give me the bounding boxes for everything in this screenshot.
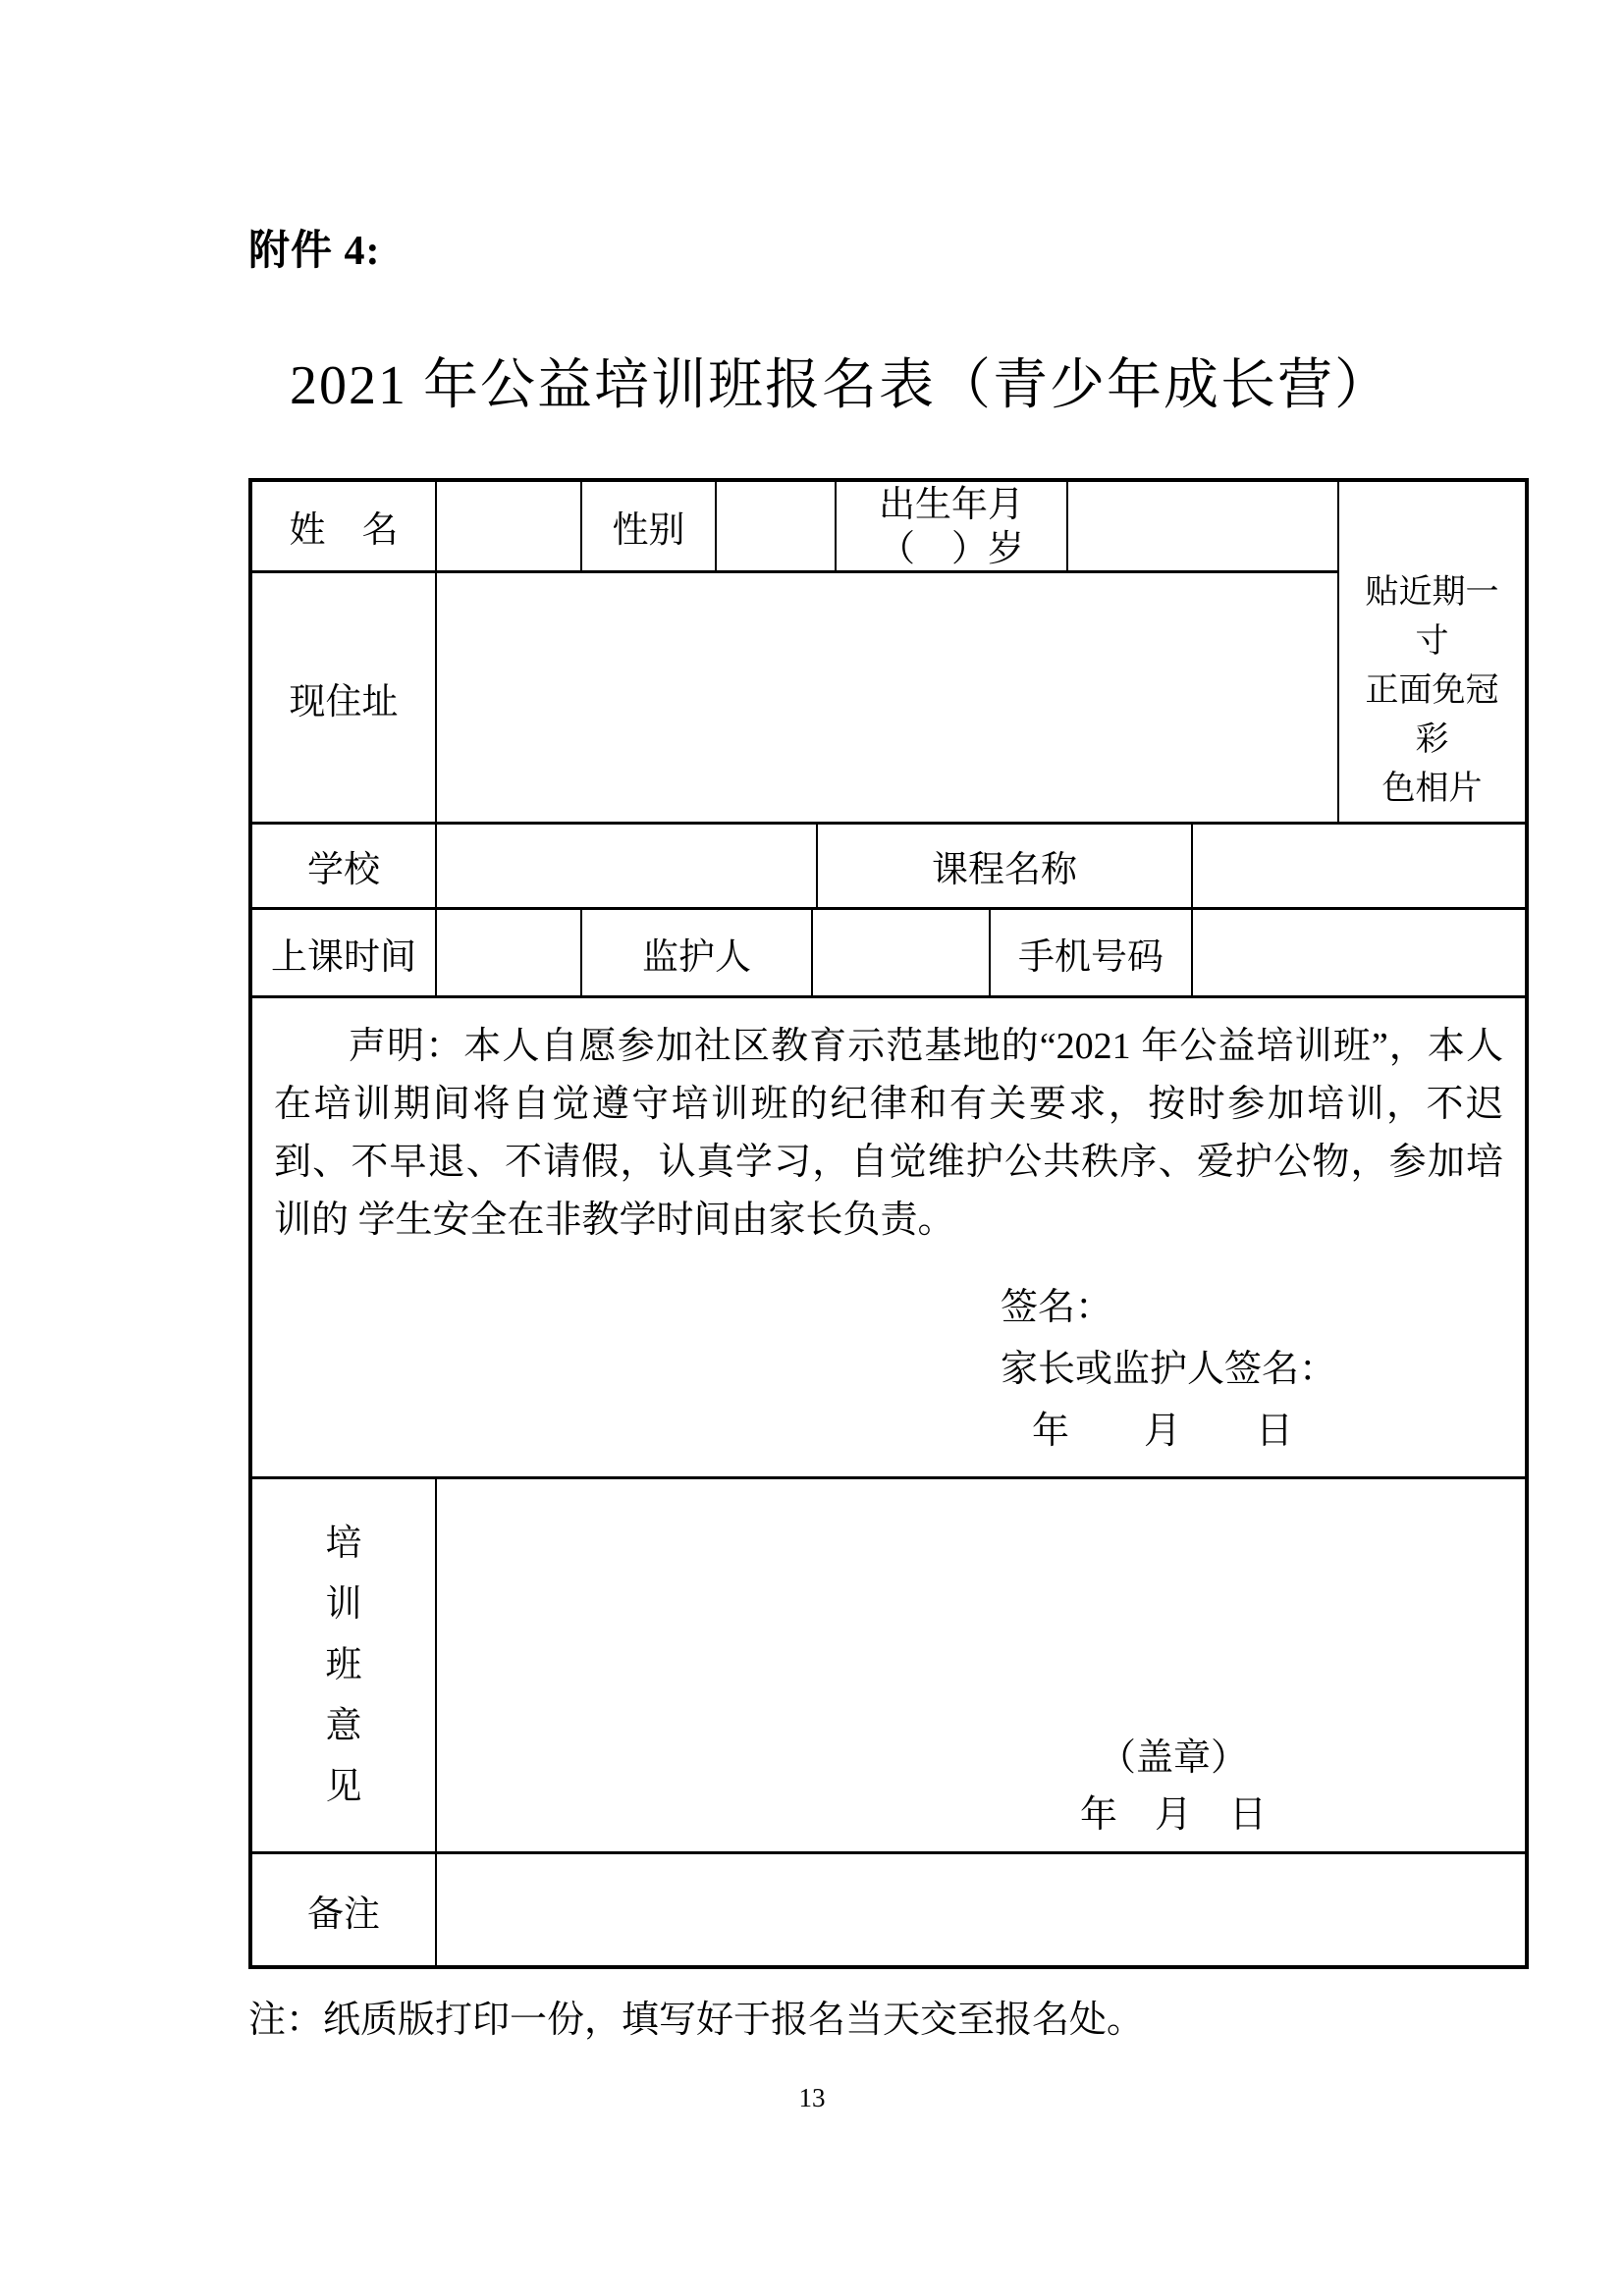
row-remark xyxy=(252,1854,1525,1965)
row-time-guardian-phone xyxy=(252,910,1525,998)
row-school-course xyxy=(252,825,1525,910)
row-address xyxy=(252,573,1337,822)
guardian-label-cell xyxy=(582,910,813,995)
remark-label-cell xyxy=(252,1854,437,1965)
address-label: 现住址 xyxy=(289,681,399,722)
declaration-date-line: 年 月 日 xyxy=(1032,1411,1294,1452)
row-name-gender-birth xyxy=(252,482,1337,573)
photo-instruction-line: 贴近期一 xyxy=(1365,574,1499,611)
row-opinion xyxy=(252,1479,1525,1854)
declaration-text: 声明：本人自愿参加社区教育示范基地的“2021 年公益培训班”，本人在培训期间将自觉遵守培训班的纪律和有关要求，按时参加培训，不迟到、不早退、不请假，认真学习，自觉维护公共秩序、爱护公物，参加培训的 学生安全在非教学时间由家长负责。 xyxy=(274,1026,1503,1241)
birth-label-cell xyxy=(837,482,1068,570)
gender-label-cell xyxy=(582,482,717,570)
phone-value-cell xyxy=(1193,910,1525,995)
photo-box xyxy=(1337,482,1525,822)
declaration-cell xyxy=(252,998,1525,1479)
photo-instruction-line: 彩 xyxy=(1415,721,1449,758)
photo-instruction-line: 色相片 xyxy=(1381,771,1483,807)
remark-label: 备注 xyxy=(307,1894,380,1935)
gender-value-cell xyxy=(717,482,837,570)
opinion-label: 培训班意见 xyxy=(325,1522,362,1807)
birth-value-cell xyxy=(1068,482,1337,570)
class-time-value-cell xyxy=(437,910,582,995)
address-label-cell xyxy=(252,573,437,822)
class-time-label: 上课时间 xyxy=(271,936,416,978)
seal-block xyxy=(1080,1730,1267,1843)
class-time-label-cell xyxy=(252,910,437,995)
table-section-top xyxy=(252,482,1525,825)
phone-label-cell xyxy=(991,910,1193,995)
photo-instruction-line: 寸 xyxy=(1415,623,1449,660)
guardian-sign-label: 家长或监护人签名： xyxy=(1001,1349,1337,1390)
birth-label-line2: （ ）岁 xyxy=(879,529,1024,569)
course-label-cell xyxy=(818,825,1193,907)
opinion-value-cell xyxy=(437,1479,1525,1851)
course-value-cell xyxy=(1193,825,1525,907)
opinion-label-cell xyxy=(252,1479,437,1851)
name-label: 姓 名 xyxy=(289,510,399,551)
photo-instruction-line: 正面免冠 xyxy=(1365,672,1499,709)
guardian-label: 监护人 xyxy=(642,936,751,978)
registration-table xyxy=(248,478,1529,1969)
table-section-top-left xyxy=(252,482,1337,822)
school-value-cell xyxy=(437,825,818,907)
address-value-cell xyxy=(437,573,1337,822)
phone-label: 手机号码 xyxy=(1018,936,1164,978)
sign-label: 签名： xyxy=(1001,1287,1113,1328)
page-title: 2021 年公益培训班报名表（青少年成长营） xyxy=(290,355,1391,416)
school-label-cell xyxy=(252,825,437,907)
remark-value-cell xyxy=(437,1854,1525,1965)
name-value-cell xyxy=(437,482,582,570)
name-label-cell xyxy=(252,482,437,570)
birth-label-line1: 出生年月 xyxy=(879,485,1024,525)
opinion-date-line: 年 月 日 xyxy=(1079,1794,1267,1836)
seal-label: （盖章） xyxy=(1098,1737,1248,1779)
course-label: 课程名称 xyxy=(932,850,1077,890)
attachment-label: 附件 4: xyxy=(248,229,381,274)
guardian-value-cell xyxy=(813,910,991,995)
page-number: 13 xyxy=(798,2083,826,2112)
signature-block xyxy=(1001,1277,1393,1463)
gender-label: 性别 xyxy=(612,510,685,551)
footer-note: 注：纸质版打印一份，填写好于报名当天交至报名处。 xyxy=(248,2000,1145,2041)
school-label: 学校 xyxy=(307,850,380,890)
